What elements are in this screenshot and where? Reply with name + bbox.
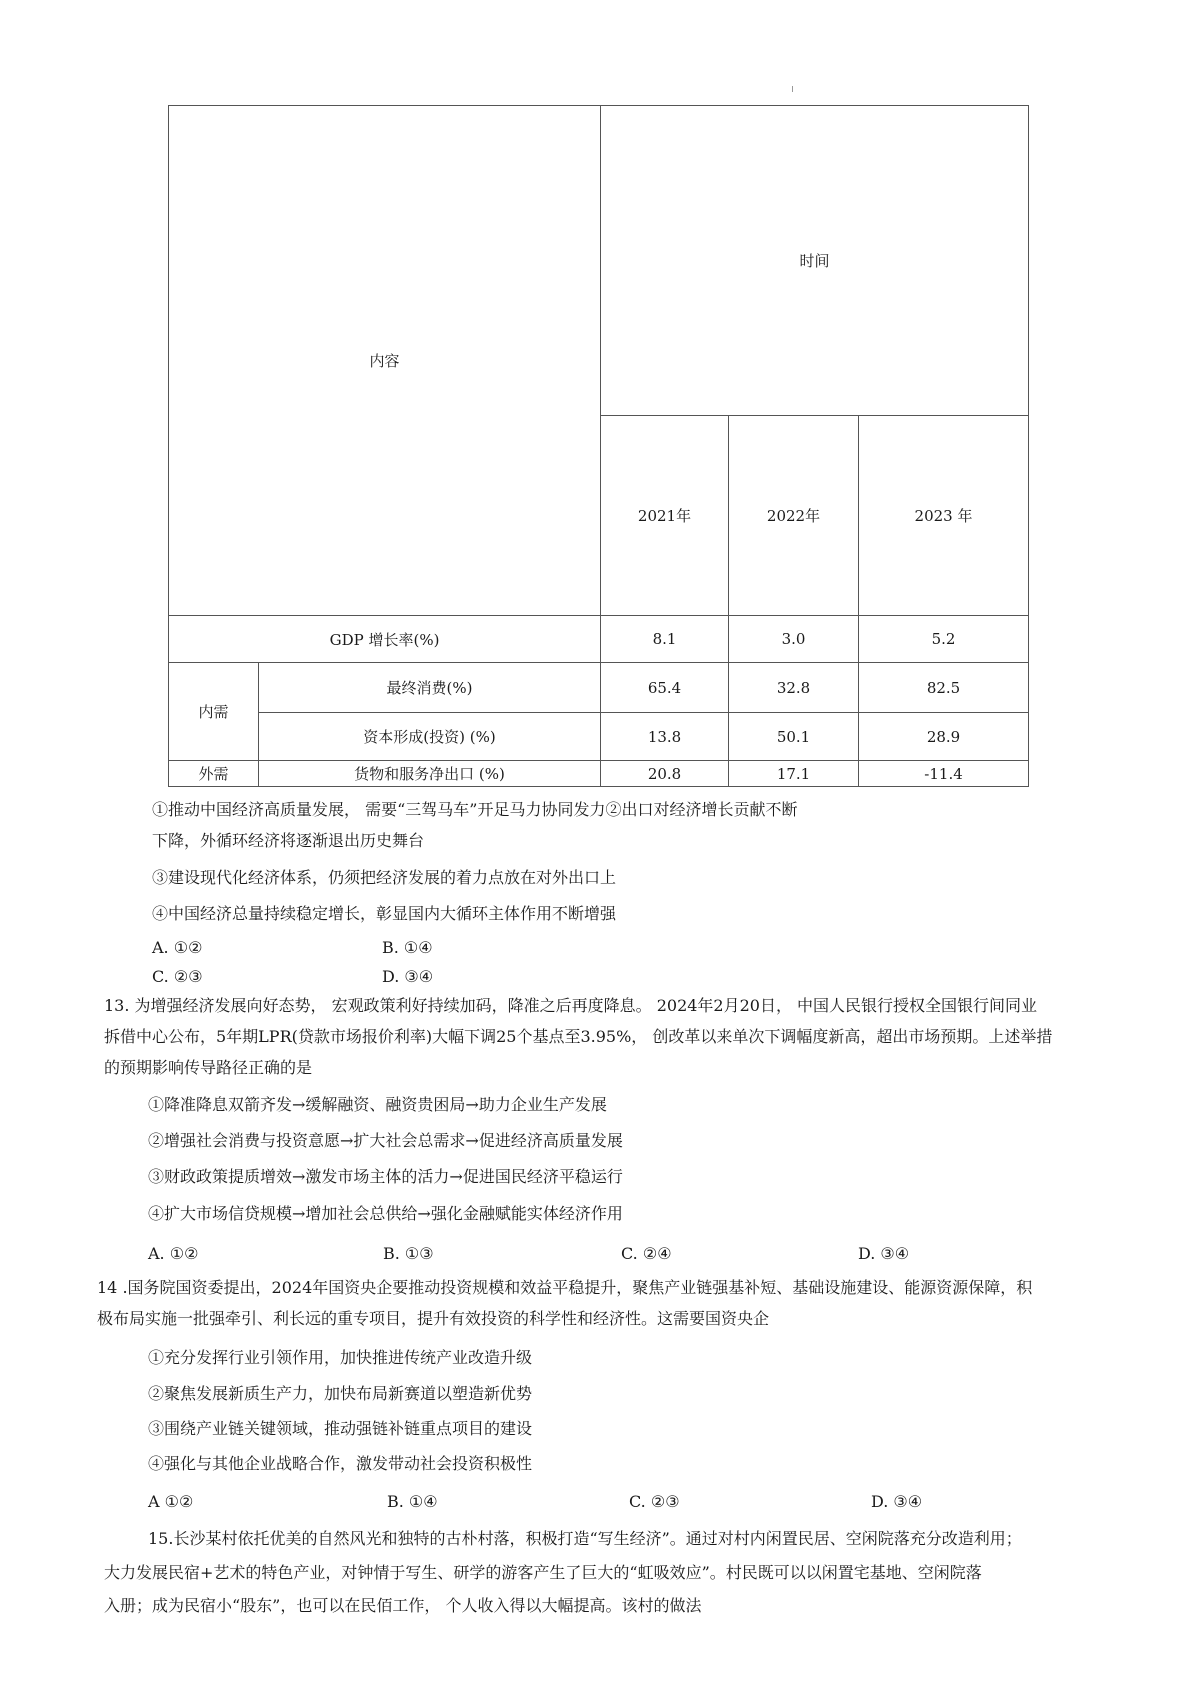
q13-choice-d: D. ③④ xyxy=(858,1244,910,1263)
cell-consumption-2022: 32.8 xyxy=(729,663,859,713)
q13-stem-line-2: 拆借中心公布，5年期LPR(贷款市场报价利率)大幅下调25个基点至3.95%， 创改革以来单次下调幅度新高，超出市场预期。上述举措 xyxy=(104,1027,1053,1046)
q14-option-2: ②聚焦发展新质生产力，加快布局新赛道以塑造新优势 xyxy=(148,1384,533,1403)
year-2022: 2022年 xyxy=(729,416,859,616)
row-label-capital: 资本形成(投资) (%) xyxy=(259,713,601,761)
q12-choice-a: A. ①② xyxy=(152,938,203,957)
q13-stem-line-3: 的预期影响传导路径正确的是 xyxy=(104,1058,313,1077)
cell-net-export-2021: 20.8 xyxy=(601,761,729,787)
row-label-consumption: 最终消费(%) xyxy=(259,663,601,713)
cell-capital-2023: 28.9 xyxy=(859,713,1029,761)
q14-option-3: ③围绕产业链关键领域，推动强链补链重点项目的建设 xyxy=(148,1419,533,1438)
q12-choice-b: B. ①④ xyxy=(382,938,433,957)
cell-gdp-2023: 5.2 xyxy=(859,616,1029,663)
q12-option-line-3: ③建设现代化经济体系，仍须把经济发展的着力点放在对外出口上 xyxy=(152,868,617,887)
q12-option-line-2: 下降，外循环经济将逐渐退出历史舞台 xyxy=(152,831,425,850)
group-label-external: 外需 xyxy=(169,761,259,787)
cell-capital-2022: 50.1 xyxy=(729,713,859,761)
cell-gdp-2022: 3.0 xyxy=(729,616,859,663)
q14-option-4: ④强化与其他企业战略合作，激发带动社会投资积极性 xyxy=(148,1454,533,1473)
q14-choice-c: C. ②③ xyxy=(629,1492,680,1511)
q13-choice-c: C. ②④ xyxy=(621,1244,672,1263)
q14-choice-a: A ①② xyxy=(148,1492,194,1511)
cell-net-export-2022: 17.1 xyxy=(729,761,859,787)
q12-choice-d: D. ③④ xyxy=(382,967,434,986)
q14-option-1: ①充分发挥行业引领作用，加快推进传统产业改造升级 xyxy=(148,1348,533,1367)
row-label-gdp: GDP 增长率(%) xyxy=(169,616,601,663)
scan-mark xyxy=(792,86,793,92)
q15-stem-line-3: 入册；成为民宿小“股东”，也可以在民佰工作， 个人收入得以大幅提高。该村的做法 xyxy=(104,1596,702,1615)
q13-stem-line-1: 13. 为增强经济发展向好态势， 宏观政策利好持续加码，降准之后再度降息。 2024年2月20日， 中国人民银行授权全国银行间同业 xyxy=(104,996,1038,1015)
q12-option-line-4: ④中国经济总量持续稳定增长，彰显国内大循环主体作用不断增强 xyxy=(152,904,617,923)
q14-choice-b: B. ①④ xyxy=(387,1492,438,1511)
q14-choice-d: D. ③④ xyxy=(871,1492,923,1511)
q13-option-4: ④扩大市场信贷规模→增加社会总供给→强化金融赋能实体经济作用 xyxy=(148,1204,623,1223)
q13-option-2: ②增强社会消费与投资意愿→扩大社会总需求→促进经济高质量发展 xyxy=(148,1131,623,1150)
q13-option-3: ③财政政策提质增效→激发市场主体的活力→促进国民经济平稳运行 xyxy=(148,1167,623,1186)
cell-net-export-2023: -11.4 xyxy=(859,761,1029,787)
q12-choice-c: C. ②③ xyxy=(152,967,203,986)
q13-option-1: ①降准降息双箭齐发→缓解融资、融资贵困局→助力企业生产发展 xyxy=(148,1095,607,1114)
row-label-net-export: 货物和服务净出口 (%) xyxy=(259,761,601,787)
header-content: 内容 xyxy=(169,106,601,616)
cell-capital-2021: 13.8 xyxy=(601,713,729,761)
q14-stem-line-2: 极布局实施一批强牵引、利长远的重专项目，提升有效投资的科学性和经济性。这需要国资央企 xyxy=(97,1309,770,1328)
q15-stem-line-2: 大力发展民宿+艺术的特色产业，对钟情于写生、研学的游客产生了巨大的“虹吸效应”。村民既可以以闲置宅基地、空闲院落 xyxy=(104,1563,982,1582)
q12-option-line-1: ①推动中国经济高质量发展， 需要“三驾马车”开足马力协同发力②出口对经济增长贡献不断 xyxy=(152,800,798,819)
q13-choice-b: B. ①③ xyxy=(383,1244,434,1263)
gdp-contribution-table xyxy=(168,105,1029,787)
cell-consumption-2021: 65.4 xyxy=(601,663,729,713)
cell-gdp-2021: 8.1 xyxy=(601,616,729,663)
cell-consumption-2023: 82.5 xyxy=(859,663,1029,713)
year-2021: 2021年 xyxy=(601,416,729,616)
year-2023: 2023 年 xyxy=(859,416,1029,616)
group-label-domestic: 内需 xyxy=(169,663,259,761)
header-time: 时间 xyxy=(601,106,1029,416)
q14-stem-line-1: 14 .国务院国资委提出，2024年国资央企要推动投资规模和效益平稳提升，聚焦产业链强基补短、基础设施建设、能源资源保障，积 xyxy=(97,1278,1033,1297)
q15-stem-line-1: 15.长沙某村依托优美的自然风光和独特的古朴村落，积极打造“写生经济”。通过对村内闲置民居、空闲院落充分改造利用； xyxy=(148,1529,1022,1548)
q13-choice-a: A. ①② xyxy=(148,1244,199,1263)
